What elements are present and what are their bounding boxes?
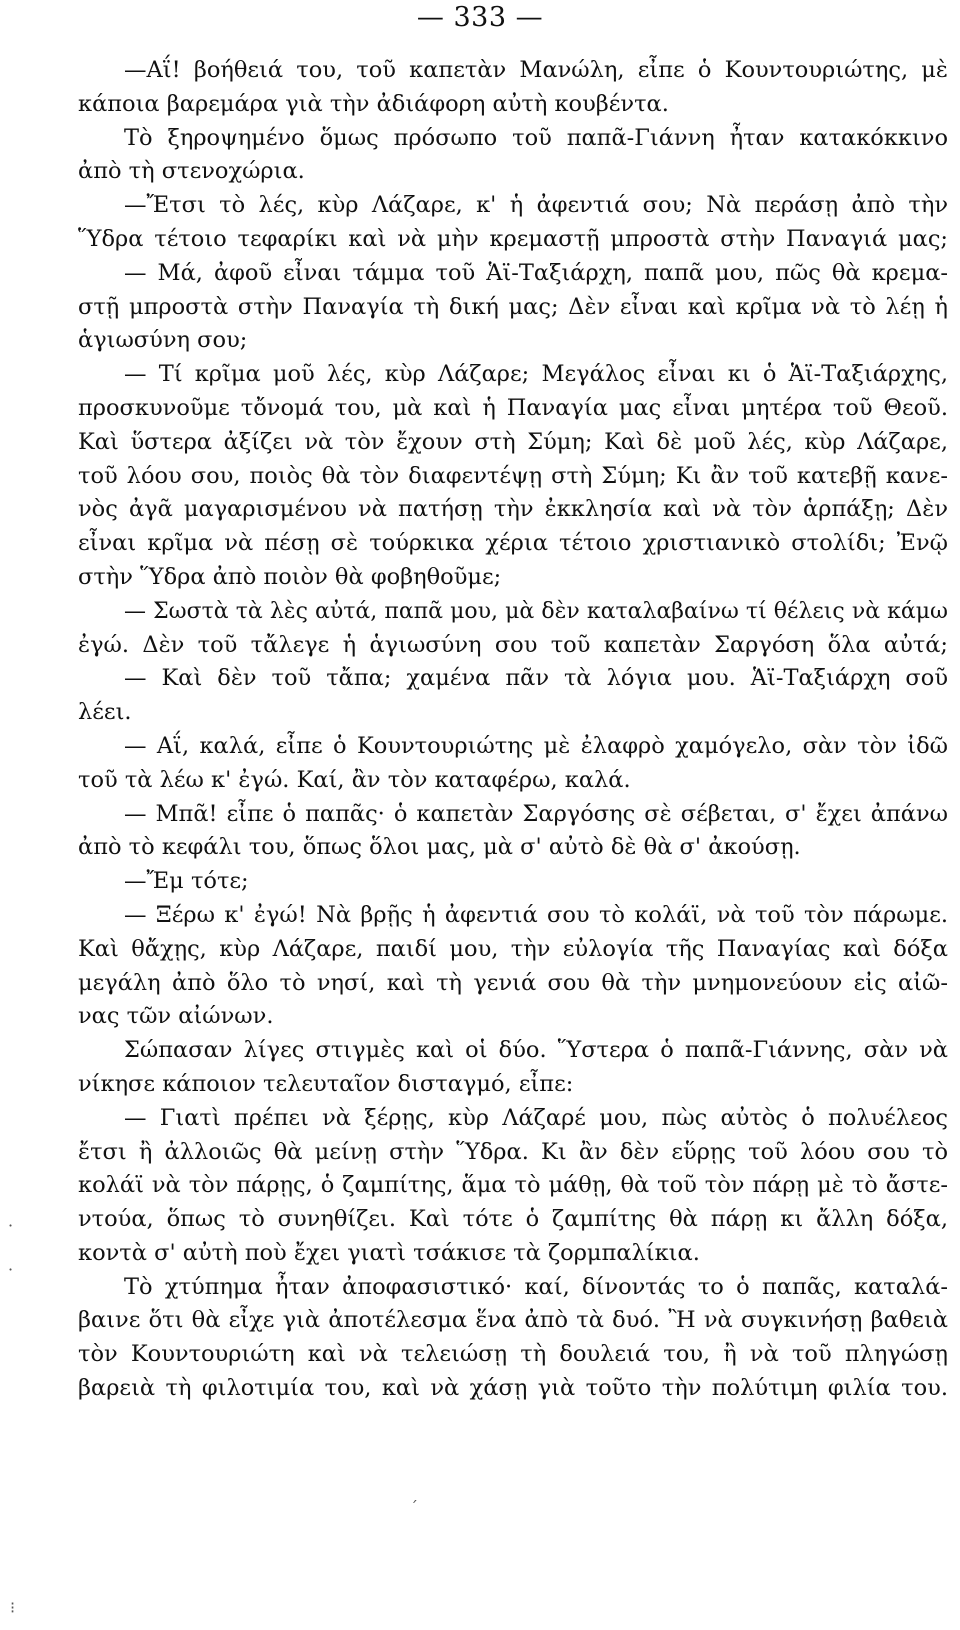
text-line: στὴν Ὕδρα ἀπὸ ποιὸν θὰ φοβηθοῦμε; (78, 563, 502, 590)
text-line: προσκυνοῦμε τὄνομά του, μὰ καὶ ἡ Παναγία μας εἶναι μητέρα τοῦ Θεοῦ. (78, 394, 948, 421)
text-line: βαρειὰ τὴ φιλοτιμία του, καὶ νὰ χάσῃ γιὰ τοῦτο τὴν πολύτιμη φιλία του. (78, 1375, 948, 1402)
text-line: κολάϊ νὰ τὸν πάρῃς, ὁ ζαμπίτης, ἅμα τὸ μάθῃ, θὰ τοῦ τὸν πάρῃ μὲ τὸ ἄστε- (78, 1172, 948, 1199)
text-line: — Αΐ, καλά, εἶπε ὁ Κουντουριώτης μὲ ἐλαφρὸ χαμόγελο, σὰν τὸν ἰδῶ (124, 732, 948, 759)
margin-speck: · (8, 1260, 14, 1279)
page-number: — 333 — (416, 2, 544, 33)
text-line: Σώπασαν λίγες στιγμὲς καὶ οἱ δύο. Ὕστερα ὁ παπᾶ-Γιάννης, σὰν νὰ (124, 1037, 948, 1064)
text-line: κάποια βαρεμάρα γιὰ τὴν ἀδιάφορη αὐτὴ κουβέντα. (78, 90, 669, 117)
text-line: — Τί κρῖμα μοῦ λές, κὺρ Λάζαρε; Μεγάλος εἶναι κι ὁ Ἁϊ-Ταξιάρχης, (124, 361, 948, 388)
margin-speck: ˊ (410, 1498, 418, 1517)
text-line: — Μά, ἀφοῦ εἶναι τάμμα τοῦ Ἁϊ-Ταξιάρχη, παπᾶ μου, πῶς θὰ κρεμα- (124, 259, 948, 286)
text-line: Τὸ ξηροψημένο ὅμως πρόσωπο τοῦ παπᾶ-Γιάννη ἦταν κατακόκκινο (124, 124, 948, 151)
text-line: — Καὶ δὲν τοῦ τἄπα; χαμένα πᾶν τὰ λόγια μου. Ἁϊ-Ταξιάρχη σοῦ (124, 665, 948, 692)
text-line: κοντὰ σ' αὐτὴ ποὺ ἔχει γιατὶ τσάκισε τὰ ζορμπαλίκια. (78, 1239, 700, 1266)
margin-speck: ⁝ (10, 1598, 16, 1617)
text-line: νίκησε κάποιον τελευταῖον δισταγμό, εἶπε: (78, 1070, 574, 1097)
text-line: — Σωστὰ τὰ λὲς αὐτά, παπᾶ μου, μὰ δὲν καταλαβαίνω τί θέλεις νὰ κάμω (124, 598, 948, 624)
text-line: Τὸ χτύπημα ἦταν ἀποφασιστικό· καί, δίνοντάς το ὁ παπᾶς, καταλά- (124, 1273, 948, 1300)
text-line: στῇ μπροστὰ στὴν Παναγία τὴ δική μας; Δὲν εἶναι καὶ κρῖμα νὰ τὸ λέῃ ἡ (78, 293, 948, 320)
body-text (78, 54, 948, 1406)
text-line: τοῦ λόου σου, ποιὸς θὰ τὸν διαφεντέψῃ στὴ Σύμη; Κι ἂν τοῦ κατεβῇ κανε- (78, 462, 948, 489)
text-line: τοῦ τὰ λέω κ' ἐγώ. Καί, ἂν τὸν καταφέρω, καλά. (78, 766, 631, 793)
text-line: — Μπᾶ! εἶπε ὁ παπᾶς· ὁ καπετὰν Σαργόσης σὲ σέβεται, σ' ἔχει ἀπάνω (124, 800, 948, 827)
text-line: νας τῶν αἰώνων. (78, 1003, 274, 1030)
text-line: Ὕδρα τέτοιο τεφαρίκι καὶ νὰ μὴν κρεμαστῇ μπροστὰ στὴν Παναγιά μας; (78, 225, 948, 252)
text-line: Καὶ ὕστερα ἀξίζει νὰ τὸν ἔχουν στὴ Σύμη; Καὶ δὲ μοῦ λές, κὺρ Λάζαρε, (78, 428, 948, 455)
text-line: ντούα, ὅπως τὸ συνηθίζει. Καὶ τότε ὁ ζαμπίτης θὰ πάρῃ κι ἄλλη δόξα, (78, 1206, 948, 1233)
text-line: τὸν Κουντουριώτη καὶ νὰ τελειώσῃ τὴ δουλειά του, ἢ νὰ τοῦ πληγώσῃ (78, 1341, 948, 1368)
text-line: βαινε ὅτι θὰ εἶχε γιὰ ἀποτέλεσμα ἕνα ἀπὸ τὰ δυό. Ἢ νὰ συγκινήσῃ βαθειὰ (78, 1307, 948, 1334)
text-line: — Ξέρω κ' ἐγώ! Νὰ βρῇς ἡ ἀφεντιά σου τὸ κολάϊ, νὰ τοῦ τὸν πάρωμε. (124, 901, 948, 928)
text-line: ἀπὸ τὴ στενοχώρια. (78, 158, 305, 185)
text-line: λέει. (78, 699, 132, 726)
text-line: ἀπὸ τὸ κεφάλι του, ὅπως ὅλοι μας, μὰ σ' αὐτὸ δὲ θὰ σ' ἀκούσῃ. (78, 834, 801, 861)
text-line: εἶναι κρῖμα νὰ πέσῃ σὲ τούρκικα χέρια τέτοιο χριστιανικὸ στολίδι; Ἐνῷ (78, 530, 948, 557)
text-line: νὸς ἀγᾶ μαγαρισμένου νὰ πατήσῃ τὴν ἐκκλησία καὶ νὰ τὸν ἁρπάξῃ; Δὲν (78, 496, 948, 523)
text-line: μεγάλη ἀπὸ ὅλο τὸ νησί, καὶ τὴ γενιά σου θὰ τὴν μνημονεύουν εἰς αἰῶ- (78, 969, 948, 996)
text-line: Καὶ θἄχῃς, κὺρ Λάζαρε, παιδί μου, τὴν εὐλογία τῆς Παναγίας καὶ δόξα (78, 935, 948, 962)
text-line: ἐγώ. Δὲν τοῦ τἄλεγε ἡ ἁγιωσύνη σου τοῦ καπετὰν Σαργόση ὅλα αὐτά; (78, 631, 948, 658)
margin-speck: · (8, 1216, 14, 1235)
text-line: —Ἔμ τότε; (124, 868, 249, 895)
text-line: ἔτσι ἢ ἀλλοιῶς θὰ μείνῃ στὴν Ὕδρα. Κι ἂν δὲν εὕρῃς τοῦ λόου σου τὸ (78, 1138, 948, 1165)
text-line: —Ἔτσι τὸ λές, κὺρ Λάζαρε, κ' ἡ ἀφεντιά σου; Νὰ περάσῃ ἀπὸ τὴν (124, 192, 948, 219)
text-line: ἁγιωσύνη σου; (78, 327, 248, 354)
text-line: — Γιατὶ πρέπει νὰ ξέρῃς, κὺρ Λάζαρέ μου, πὼς αὐτὸς ὁ πολυέλεος (124, 1104, 948, 1131)
text-line: —Αΐ! βοήθειά του, τοῦ καπετὰν Μανώλη, εἶπε ὁ Κουντουριώτης, μὲ (124, 57, 948, 83)
